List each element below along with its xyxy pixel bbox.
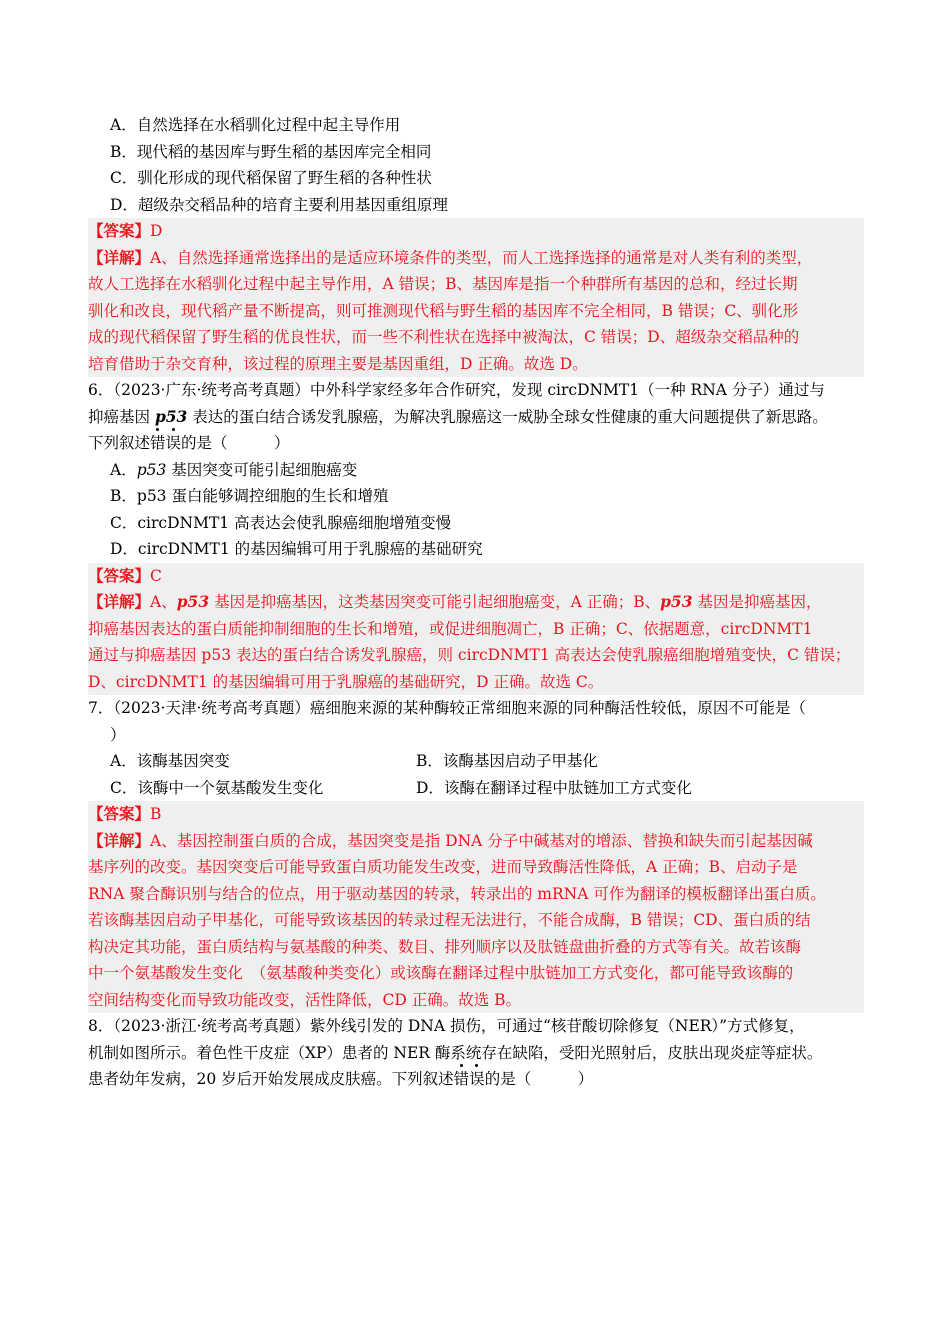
q6-option-a-gene: p53 <box>136 460 167 479</box>
q7-option-a: A．该酶基因突变 <box>110 752 230 770</box>
q5-detail-line-1 <box>88 245 864 272</box>
q6-option-d: D．circDNMT1 的基因编辑可用于乳腺癌的基础研究 <box>110 540 483 558</box>
q7-detail-line-1 <box>88 828 864 855</box>
q6-stem-text-4: 的是（ ） <box>181 434 290 452</box>
question-7 <box>88 695 864 801</box>
q6-answer-value: C <box>150 566 162 585</box>
q6-stem-text-3: 下列叙述 <box>88 434 151 452</box>
q6-option-c: C．circDNMT1 高表达会使乳腺癌细胞增殖变慢 <box>110 513 452 532</box>
q6-stem-text-2: 表达的蛋白结合诱发乳腺癌，为解决乳腺癌这一威胁全球女性健康的重大问题提供了新思路。 <box>187 407 828 426</box>
document-content <box>88 112 864 1093</box>
q6-detail-line-4: D、circDNMT1 的基因编辑可用于乳腺癌的基础研究，D 正确。故选 C。 <box>88 672 604 691</box>
question-5-options <box>88 112 864 218</box>
q7-detail-text-1: A、基因控制蛋白质的合成，基因突变是指 DNA 分子中碱基对的增添、替换和缺失而引起基因碱 <box>150 831 813 850</box>
q8-stem-line-1: 8．（2023·浙江·统考高考真题）紫外线引发的 DNA 损伤，可通过“核苷酸切除修复（NER）”方式修复， <box>88 1017 805 1035</box>
q5-detail-line-3: 驯化和改良，现代稻产量不断提高，则可推测现代稻与野生稻的基因库不完全相同，B 错误；C、驯化形 <box>88 301 799 320</box>
q6-detail-label: 【详解】 <box>88 592 151 611</box>
q5-detail-line-4: 成的现代稻保留了野生稻的优良性状，而一些不利性状在选择中被淘汰，C 错误；D、超级杂交稻品种的 <box>88 328 800 346</box>
q6-stem-line-1: 6．（2023·广东·统考高考真题）中外科学家经多年合作研究，发现 circDNMT1（一种 RNA 分子）通过与 <box>88 381 825 399</box>
q6-detail-line-1 <box>88 589 864 616</box>
q6-answer-label: 【答案】 <box>88 565 151 585</box>
q7-detail-line-5: 构决定其功能，蛋白质结构与氨基酸的种类、数目、排列顺序以及肽链盘曲折叠的方式等有关。故若该酶 <box>88 937 802 956</box>
q5-answer-value: D <box>150 222 163 240</box>
q7-answer <box>88 801 864 828</box>
q8-stem-line-2: 机制如图所示。着色性干皮症（XP）患者的 NER 酶系统存在缺陷，受阳光照射后，皮肤出现炎症等症状。 <box>88 1043 823 1062</box>
q6-detail-gene-2: p53 <box>660 592 693 611</box>
q8-stem-text: 患者幼年发病，20 岁后开始发展成皮肤癌。下列叙述 <box>88 1070 454 1088</box>
q7-option-d: D．该酶在翻译过程中肽链加工方式变化 <box>416 778 692 797</box>
q8-emphasis-char-2: 误 <box>469 1066 485 1093</box>
q8-stem-text-2: 的是（ ） <box>484 1070 594 1088</box>
q5-detail-label: 【详解】 <box>88 247 151 267</box>
q5-detail-text-1: A、自然选择通常选择出的是适应环境条件的类型，而人工选择选择的通常是对人类有利的类型， <box>150 248 813 267</box>
q5-option-b: B．现代稻的基因库与野生稻的基因库完全相同 <box>110 142 432 161</box>
q6-emphasis-char-1: 错 <box>150 430 166 457</box>
q7-detail-line-2: 基序列的改变。基因突变后可能导致蛋白质功能发生改变，进而导致酶活性降低，A 正确；B、启动子是 <box>88 858 798 876</box>
q7-options-row-1 <box>88 748 864 775</box>
q5-option-d: D．超级杂交稻品种的培育主要利用基因重组原理 <box>110 195 448 214</box>
q7-detail-line-3: RNA 聚合酶识别与结合的位点，用于驱动基因的转录，转录出的 mRNA 可作为翻译的模板翻译出蛋白质。 <box>88 884 826 903</box>
q6-detail-line-2: 抑癌基因表达的蛋白质能抑制细胞的生长和增殖，或促进细胞凋亡，B 正确；C、依据题意，circDNMT1 <box>88 619 813 638</box>
q6-stem-text: 抑癌基因 <box>88 407 155 426</box>
q6-detail-line-3: 通过与抑癌基因 p53 表达的蛋白结合诱发乳腺癌，则 circDNMT1 高表达会使乳腺癌细胞增殖变快，C 错误； <box>88 646 851 664</box>
q5-option-a: A．自然选择在水稻驯化过程中起主导作用 <box>110 116 401 134</box>
q7-option-c: C．该酶中一个氨基酸发生变化 <box>110 778 324 797</box>
q7-options-row-2 <box>88 775 864 802</box>
q6-answer-block <box>88 563 864 696</box>
q6-stem-line-3 <box>88 430 864 457</box>
q5-answer <box>88 218 864 245</box>
question-8 <box>88 1013 864 1093</box>
q7-detail-label: 【详解】 <box>88 830 151 850</box>
q6-option-a-text: 基因突变可能引起细胞癌变 <box>166 460 358 479</box>
q7-stem-line-1: 7．（2023·天津·统考高考真题）癌细胞来源的某种酶较正常细胞来源的同种酶活性较低，原因不可能是（ <box>88 699 806 717</box>
q6-detail-text-a: A、 <box>150 593 177 611</box>
q7-answer-block <box>88 801 864 1013</box>
q6-detail-gene-1: p53 <box>176 592 210 611</box>
q8-emphasis-char-1: 错 <box>454 1066 470 1093</box>
q6-option-b: B．p53 蛋白能够调控细胞的生长和增殖 <box>110 487 389 505</box>
q7-answer-value: B <box>150 805 162 823</box>
q7-option-b: B．该酶基因启动子甲基化 <box>416 752 598 770</box>
q6-detail-text-c: 基因是抑癌基因， <box>692 593 822 611</box>
q6-option-a <box>88 457 864 484</box>
q6-option-a-letter: A． <box>110 460 137 479</box>
q6-emphasis-char-2: 误 <box>166 430 182 457</box>
q5-detail-line-5: 培育借助于杂交育种，该过程的原理主要是基因重组，D 正确。故选 D。 <box>88 354 588 373</box>
q5-answer-label: 【答案】 <box>88 221 151 240</box>
q6-gene-p53: p53 <box>154 406 188 426</box>
q7-stem-line-2: ） <box>110 725 126 744</box>
q6-answer <box>88 563 864 590</box>
q5-option-c: C．驯化形成的现代稻保留了野生稻的各种性状 <box>110 169 432 187</box>
q6-detail-text-b: 基因是抑癌基因，这类基因突变可能引起细胞癌变，A 正确；B、 <box>209 593 661 611</box>
q5-answer-block <box>88 218 864 377</box>
q5-detail-line-2: 故人工选择在水稻驯化过程中起主导作用，A 错误；B、基因库是指一个种群所有基因的总和，经过长期 <box>88 275 798 293</box>
q8-stem-line-3 <box>88 1066 864 1093</box>
q6-stem-line-2 <box>88 404 864 431</box>
q7-detail-line-7: 空间结构变化而导致功能改变，活性降低，CD 正确。故选 B。 <box>88 990 522 1009</box>
q7-detail-line-4: 若该酶基因启动子甲基化，可能导致该基因的转录过程无法进行，不能合成酶，B 错误；CD、蛋白质的结 <box>88 911 811 929</box>
q7-answer-label: 【答案】 <box>88 804 151 823</box>
question-6 <box>88 377 864 563</box>
q7-detail-line-6: 中一个氨基酸发生变化 （氨基酸种类变化）或该酶在翻译过程中肽链加工方式变化，都可能导致该酶的 <box>88 964 794 982</box>
